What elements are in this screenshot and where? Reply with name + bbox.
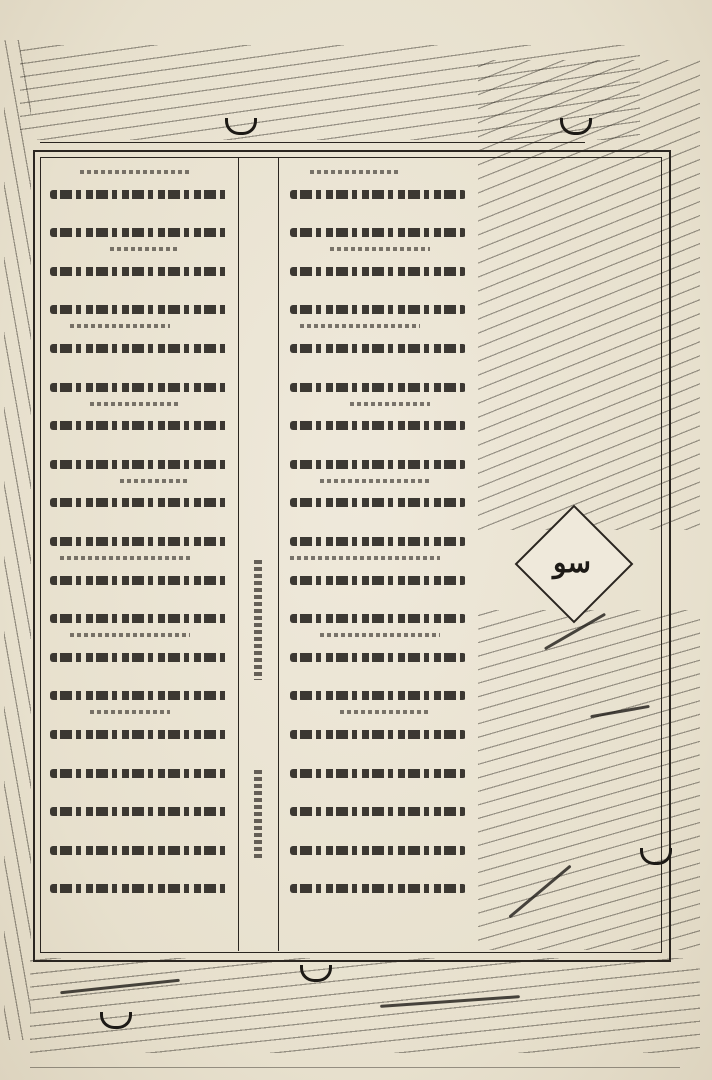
bottom-line-commentary xyxy=(30,1055,680,1073)
verse-line xyxy=(290,747,466,786)
verse-line xyxy=(290,438,466,477)
interlinear-gloss xyxy=(254,560,262,680)
verse-line xyxy=(290,284,466,323)
verse-line xyxy=(290,245,466,284)
verse-line xyxy=(50,747,228,786)
header-rule xyxy=(40,142,585,143)
verse-line xyxy=(290,670,466,709)
verse-column-right xyxy=(290,168,466,901)
verse-line xyxy=(50,284,228,323)
bottom-margin-commentary xyxy=(30,958,700,1053)
verse-line xyxy=(50,593,228,632)
verse-line xyxy=(290,631,466,670)
verse-line xyxy=(50,786,228,825)
column-divider-left xyxy=(238,157,239,951)
verse-line xyxy=(290,554,466,593)
verse-line xyxy=(50,438,228,477)
verse-line xyxy=(50,477,228,516)
verse-line xyxy=(50,631,228,670)
verse-line xyxy=(50,554,228,593)
verse-line xyxy=(50,824,228,863)
verse-line xyxy=(290,168,466,207)
verse-line xyxy=(50,670,228,709)
verse-line xyxy=(290,708,466,747)
page-number: سو xyxy=(553,545,591,579)
verse-line xyxy=(50,168,228,207)
verse-line xyxy=(50,361,228,400)
verse-line xyxy=(290,477,466,516)
verse-line xyxy=(290,593,466,632)
verse-line xyxy=(290,515,466,554)
verse-line xyxy=(50,207,228,246)
verse-line xyxy=(50,515,228,554)
verse-line xyxy=(290,400,466,439)
verse-line xyxy=(50,322,228,361)
verse-line xyxy=(290,863,466,902)
verse-line xyxy=(50,245,228,284)
left-margin-commentary xyxy=(4,40,31,1040)
verse-line xyxy=(50,708,228,747)
interlinear-gloss xyxy=(254,770,262,860)
column-divider-right xyxy=(278,157,279,951)
verse-line xyxy=(50,400,228,439)
verse-line xyxy=(290,361,466,400)
verse-column-left xyxy=(50,168,228,901)
verse-line xyxy=(50,863,228,902)
verse-line xyxy=(290,786,466,825)
verse-line xyxy=(290,207,466,246)
verse-line xyxy=(290,824,466,863)
verse-line xyxy=(290,322,466,361)
